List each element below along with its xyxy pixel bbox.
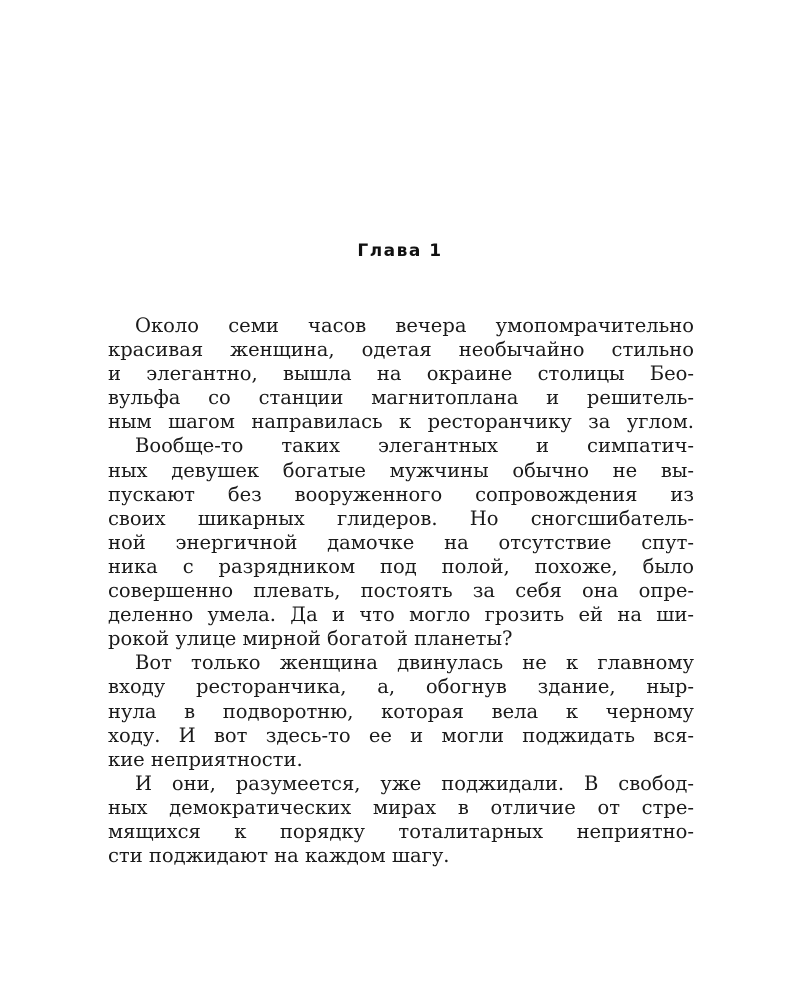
- paragraph: [108, 314, 694, 434]
- text-line: пускают без вооруженного сопровождения из: [108, 482, 694, 506]
- text-line: мящихся к порядку тоталитарных неприятно-: [108, 819, 694, 843]
- text-line: своих шикарных глидеров. Но сногсшибатель-: [108, 506, 694, 530]
- text-line: входу ресторанчика, а, обогнув здание, ныр-: [108, 675, 694, 699]
- text-line: совершенно плевать, постоять за себя она опре-: [108, 579, 694, 603]
- paragraph: [108, 434, 694, 651]
- text-line: и элегантно, вышла на окраине столицы Бео-: [108, 362, 694, 386]
- text-line: И они, разумеется, уже поджидали. В свобод-: [135, 771, 694, 795]
- text-line: ным шагом направилась к ресторанчику за углом.: [108, 410, 694, 434]
- text-line: сти поджидают на каждом шагу.: [108, 844, 450, 868]
- text-line: ника с разрядником под полой, похоже, было: [108, 554, 694, 578]
- paragraph: [108, 772, 694, 868]
- text-line: Около семи часов вечера умопомрачительно: [135, 314, 694, 337]
- text-line: вульфа со станции магнитоплана и решитель-: [108, 386, 694, 410]
- paragraph: [108, 651, 694, 771]
- text-line: нула в подворотню, которая вела к черному: [108, 699, 694, 723]
- text-line: ходу. И вот здесь-то ее и могли поджидать вся-: [108, 723, 694, 747]
- text-line: кие неприятности.: [108, 747, 303, 771]
- text-line: ных демократических мирах в отличие от стре-: [108, 795, 694, 819]
- text-line: Вот только женщина двинулась не к главному: [135, 651, 694, 675]
- text-line: ных девушек богатые мужчины обычно не вы-: [108, 458, 694, 482]
- chapter-title: Глава 1: [357, 241, 443, 261]
- text-line: деленно умела. Да и что могло грозить ей на ши-: [108, 603, 694, 627]
- text-line: ной энергичной дамочке на отсутствие спут-: [108, 530, 694, 554]
- text-line: Вообще-то таких элегантных и симпатич-: [135, 434, 694, 458]
- body-text: [108, 314, 694, 868]
- text-line: красивая женщина, одетая необычайно стильно: [108, 338, 694, 362]
- text-line: рокой улице мирной богатой планеты?: [108, 627, 513, 651]
